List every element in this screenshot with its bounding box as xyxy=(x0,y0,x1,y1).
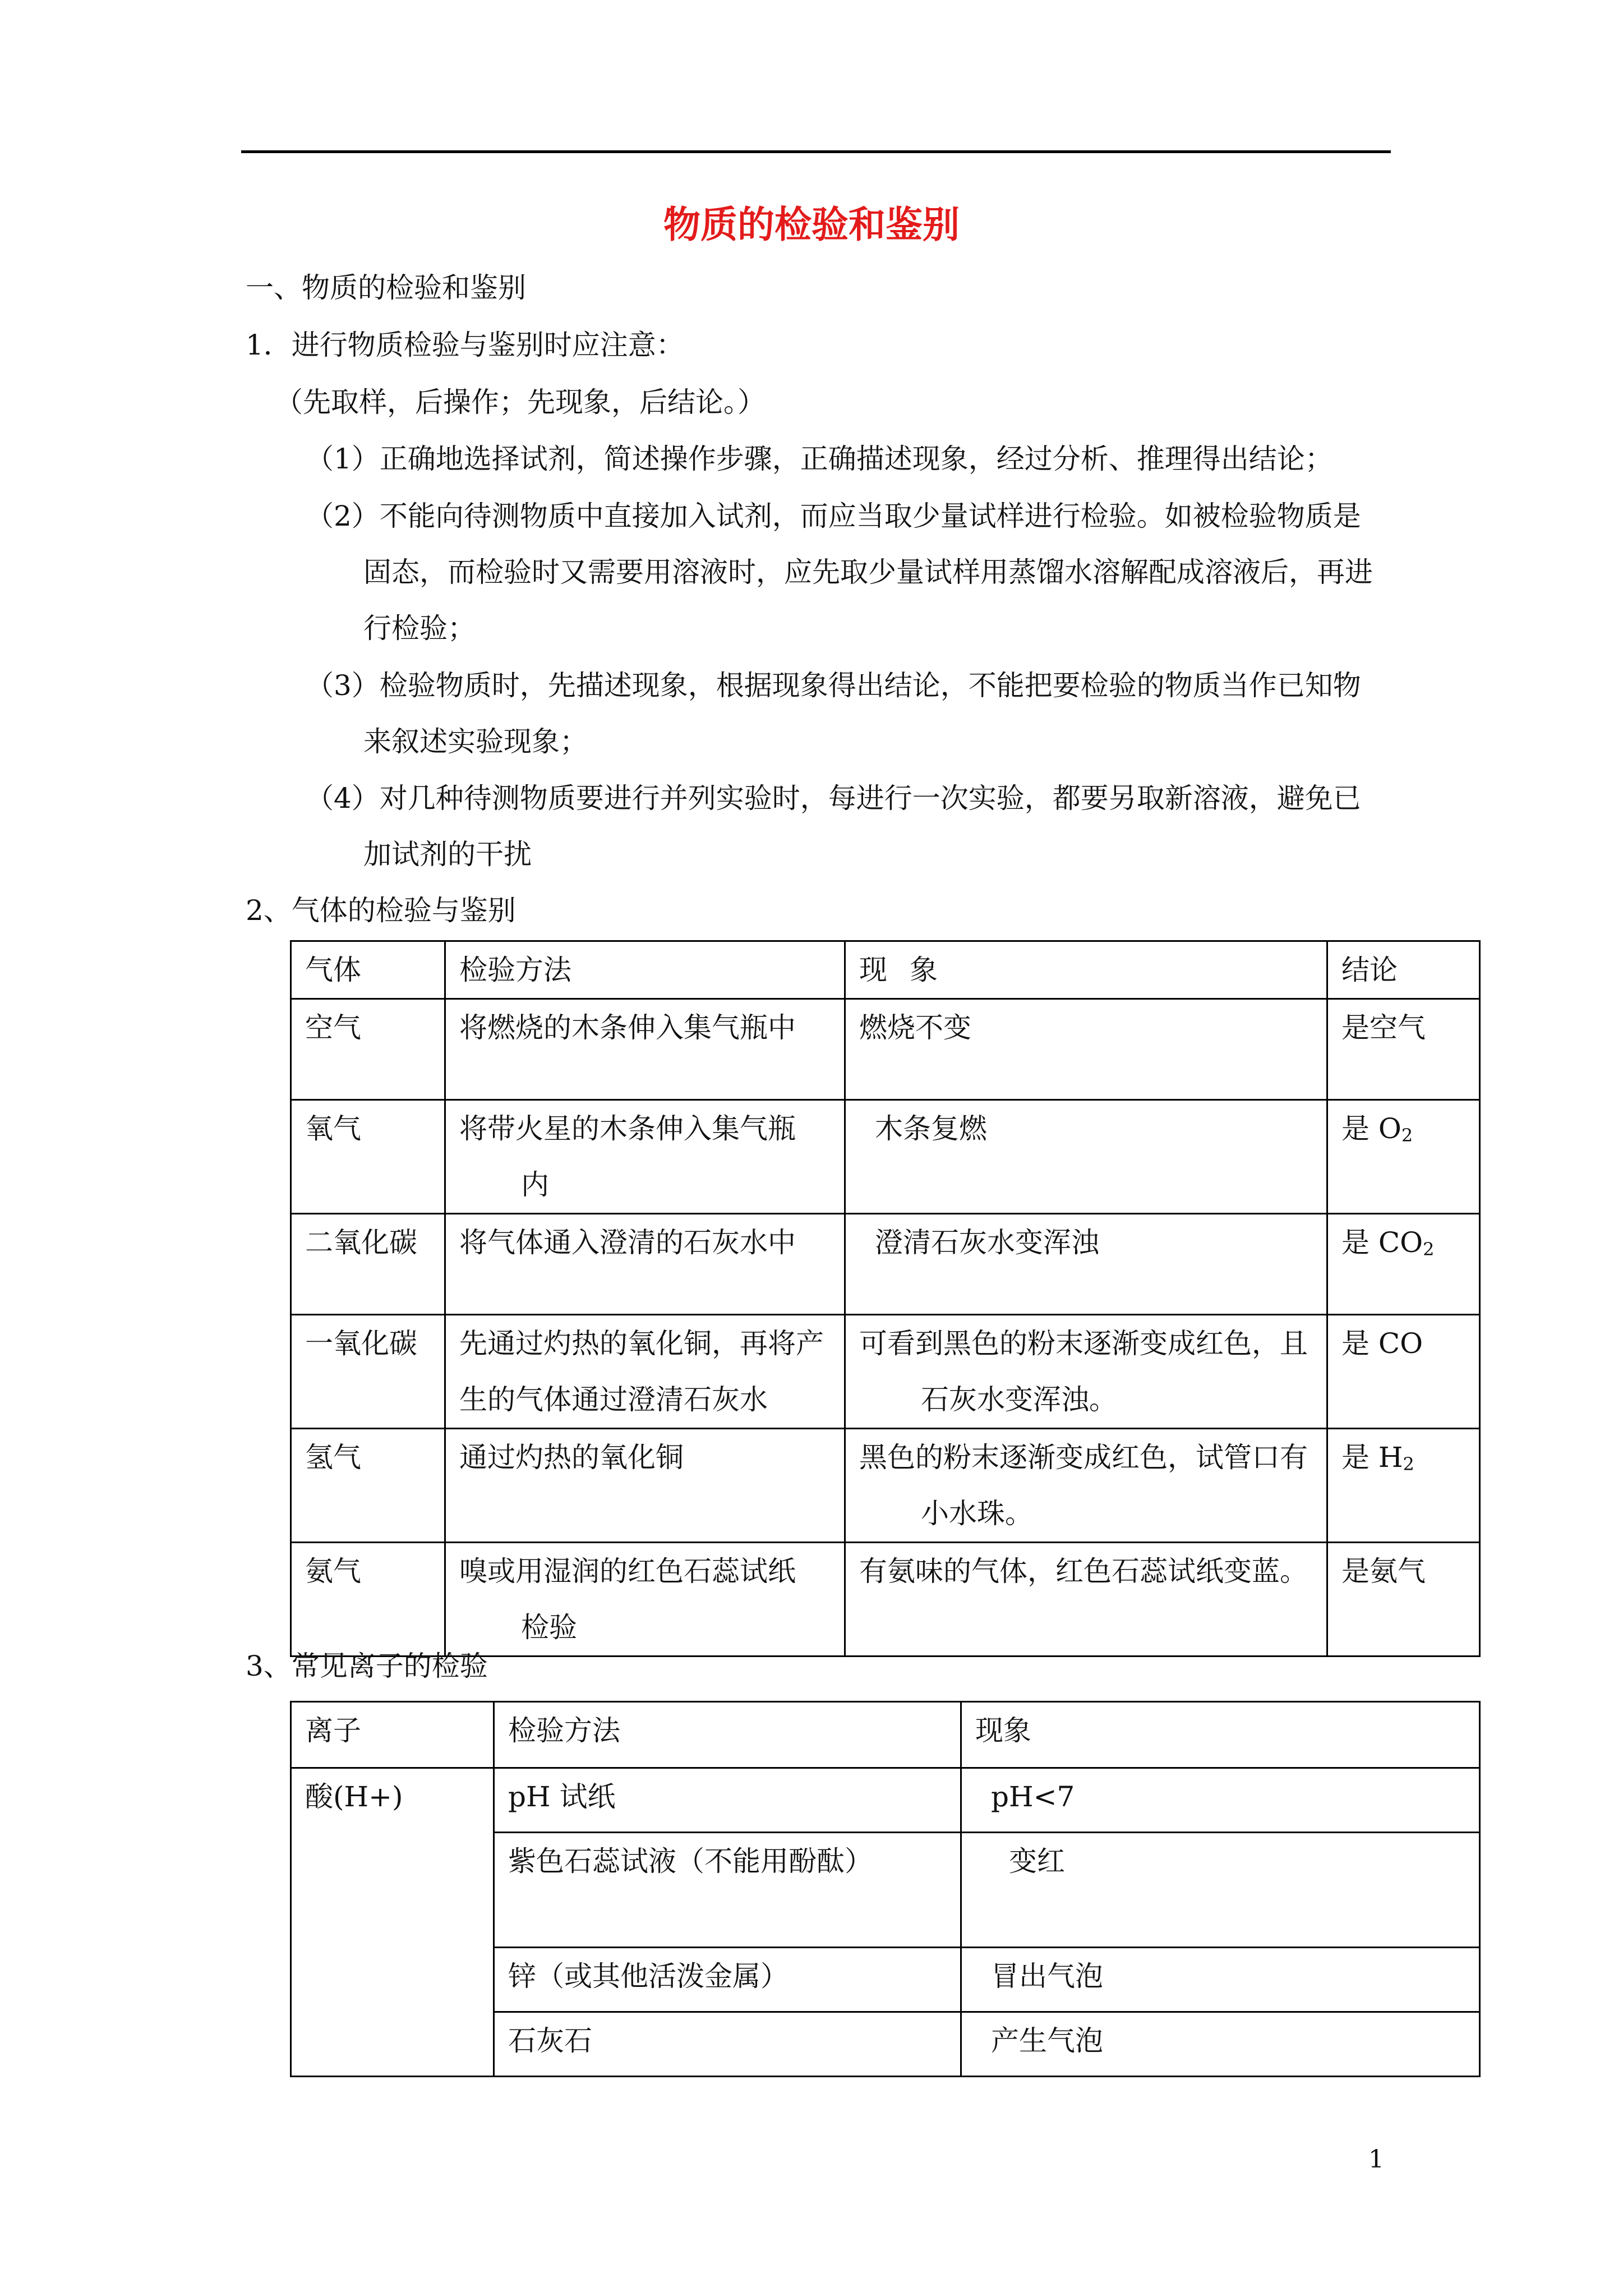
page-title: 物质的检验和鉴别 xyxy=(663,203,960,246)
header-method: 检验方法 xyxy=(445,941,845,999)
gas-name: 二氧化碳 xyxy=(291,1214,445,1315)
gas-method: 将带火星的木条伸入集气瓶 内 xyxy=(445,1100,845,1214)
point-1-item-3-line-1: （3）检验物质时，先描述现象，根据现象得出结论，不能把要检验的物质当作已知物 xyxy=(306,669,1361,702)
table-row xyxy=(291,1100,1480,1214)
gas-conclusion: 是 CO xyxy=(1327,1315,1480,1429)
gas-method: 先通过灼热的氧化铜，再将产 生的气体通过澄清石灰水 xyxy=(445,1315,845,1429)
gas-name: 空气 xyxy=(291,999,445,1100)
header-gas: 气体 xyxy=(291,941,445,999)
ion-table xyxy=(290,1701,1481,2077)
point-1-item-3-line-2: 来叙述实验现象； xyxy=(363,725,588,758)
ion-phenomenon: 产生气泡 xyxy=(961,2012,1480,2077)
gas-name: 氧气 xyxy=(291,1100,445,1214)
header-phenomenon: 现 象 xyxy=(845,941,1327,999)
gas-phenomenon: 燃烧不变 xyxy=(845,999,1327,1100)
table-row xyxy=(291,1543,1480,1657)
gas-phenomenon: 有氨味的气体，红色石蕊试纸变蓝。 xyxy=(845,1543,1327,1657)
section-heading-2: 2、气体的检验与鉴别 xyxy=(246,894,516,927)
header-rule xyxy=(241,150,1391,153)
gas-phenomenon: 黑色的粉末逐渐变成红色，试管口有 小水珠。 xyxy=(845,1429,1327,1543)
header-conclusion: 结论 xyxy=(1327,941,1480,999)
gas-conclusion: 是 $H_2$ xyxy=(1327,1429,1480,1543)
gas-method: 通过灼热的氧化铜 xyxy=(445,1429,845,1543)
point-1-item-2-line-1: （2）不能向待测物质中直接加入试剂，而应当取少量试样进行检验。如被检验物质是 xyxy=(306,500,1361,532)
point-1-item-4-line-1: （4）对几种待测物质要进行并列实验时，每进行一次实验，都要另取新溶液，避免已 xyxy=(306,782,1361,815)
gas-conclusion: 是空气 xyxy=(1327,999,1480,1100)
table-row xyxy=(291,1768,1480,1833)
header-method: 检验方法 xyxy=(494,1702,961,1768)
page-number: 1 xyxy=(1368,2145,1384,2174)
table-header-row xyxy=(291,941,1480,999)
section-heading-1: 一、物质的检验和鉴别 xyxy=(246,272,526,304)
ion-phenomenon: pH<7 xyxy=(961,1768,1480,1833)
header-ion: 离子 xyxy=(291,1702,494,1768)
gas-method: 将燃烧的木条伸入集气瓶中 xyxy=(445,999,845,1100)
table-row xyxy=(291,1315,1480,1429)
ion-phenomenon: 冒出气泡 xyxy=(961,1948,1480,2012)
gas-conclusion: 是 $O_2$ xyxy=(1327,1100,1480,1214)
gas-conclusion: 是氨气 xyxy=(1327,1543,1480,1657)
point-1-item-4-line-2: 加试剂的干扰 xyxy=(363,838,532,871)
header-phenomenon: 现象 xyxy=(961,1702,1480,1768)
ion-phenomenon: 变红 xyxy=(961,1833,1480,1948)
point-1-principle: （先取样，后操作；先现象，后结论。） xyxy=(275,386,766,418)
ion-method: 紫色石蕊试液（不能用酚酞） xyxy=(494,1833,961,1948)
gas-name: 一氧化碳 xyxy=(291,1315,445,1429)
gas-phenomenon: 澄清石灰水变浑浊 xyxy=(845,1214,1327,1315)
ion-acid-cell: 酸(H+) xyxy=(291,1768,494,2077)
gas-method: 将气体通入澄清的石灰水中 xyxy=(445,1214,845,1315)
gas-name: 氢气 xyxy=(291,1429,445,1543)
gas-conclusion: 是 $CO_2$ xyxy=(1327,1214,1480,1315)
table-row xyxy=(291,1214,1480,1315)
table-header-row xyxy=(291,1702,1480,1768)
point-1-item-1: （1）正确地选择试剂，简述操作步骤，正确描述现象，经过分析、推理得出结论； xyxy=(306,443,1333,475)
point-1-item-2-line-3: 行检验； xyxy=(363,612,476,645)
table-row xyxy=(291,1429,1480,1543)
point-1-heading: 1．进行物质检验与鉴别时应注意： xyxy=(246,329,684,361)
ion-method: 锌（或其他活泼金属） xyxy=(494,1948,961,2012)
gas-method: 嗅或用湿润的红色石蕊试纸 检验 xyxy=(445,1543,845,1657)
gas-name: 氨气 xyxy=(291,1543,445,1657)
gas-table xyxy=(290,940,1481,1657)
ion-method: pH 试纸 xyxy=(494,1768,961,1833)
section-heading-3: 3、常见离子的检验 xyxy=(246,1650,488,1682)
table-row xyxy=(291,999,1480,1100)
gas-phenomenon: 木条复燃 xyxy=(845,1100,1327,1214)
ion-method: 石灰石 xyxy=(494,2012,961,2077)
gas-phenomenon: 可看到黑色的粉末逐渐变成红色，且 石灰水变浑浊。 xyxy=(845,1315,1327,1429)
point-1-item-2-line-2: 固态，而检验时又需要用溶液时，应先取少量试样用蒸馏水溶解配成溶液后，再进 xyxy=(363,556,1373,588)
